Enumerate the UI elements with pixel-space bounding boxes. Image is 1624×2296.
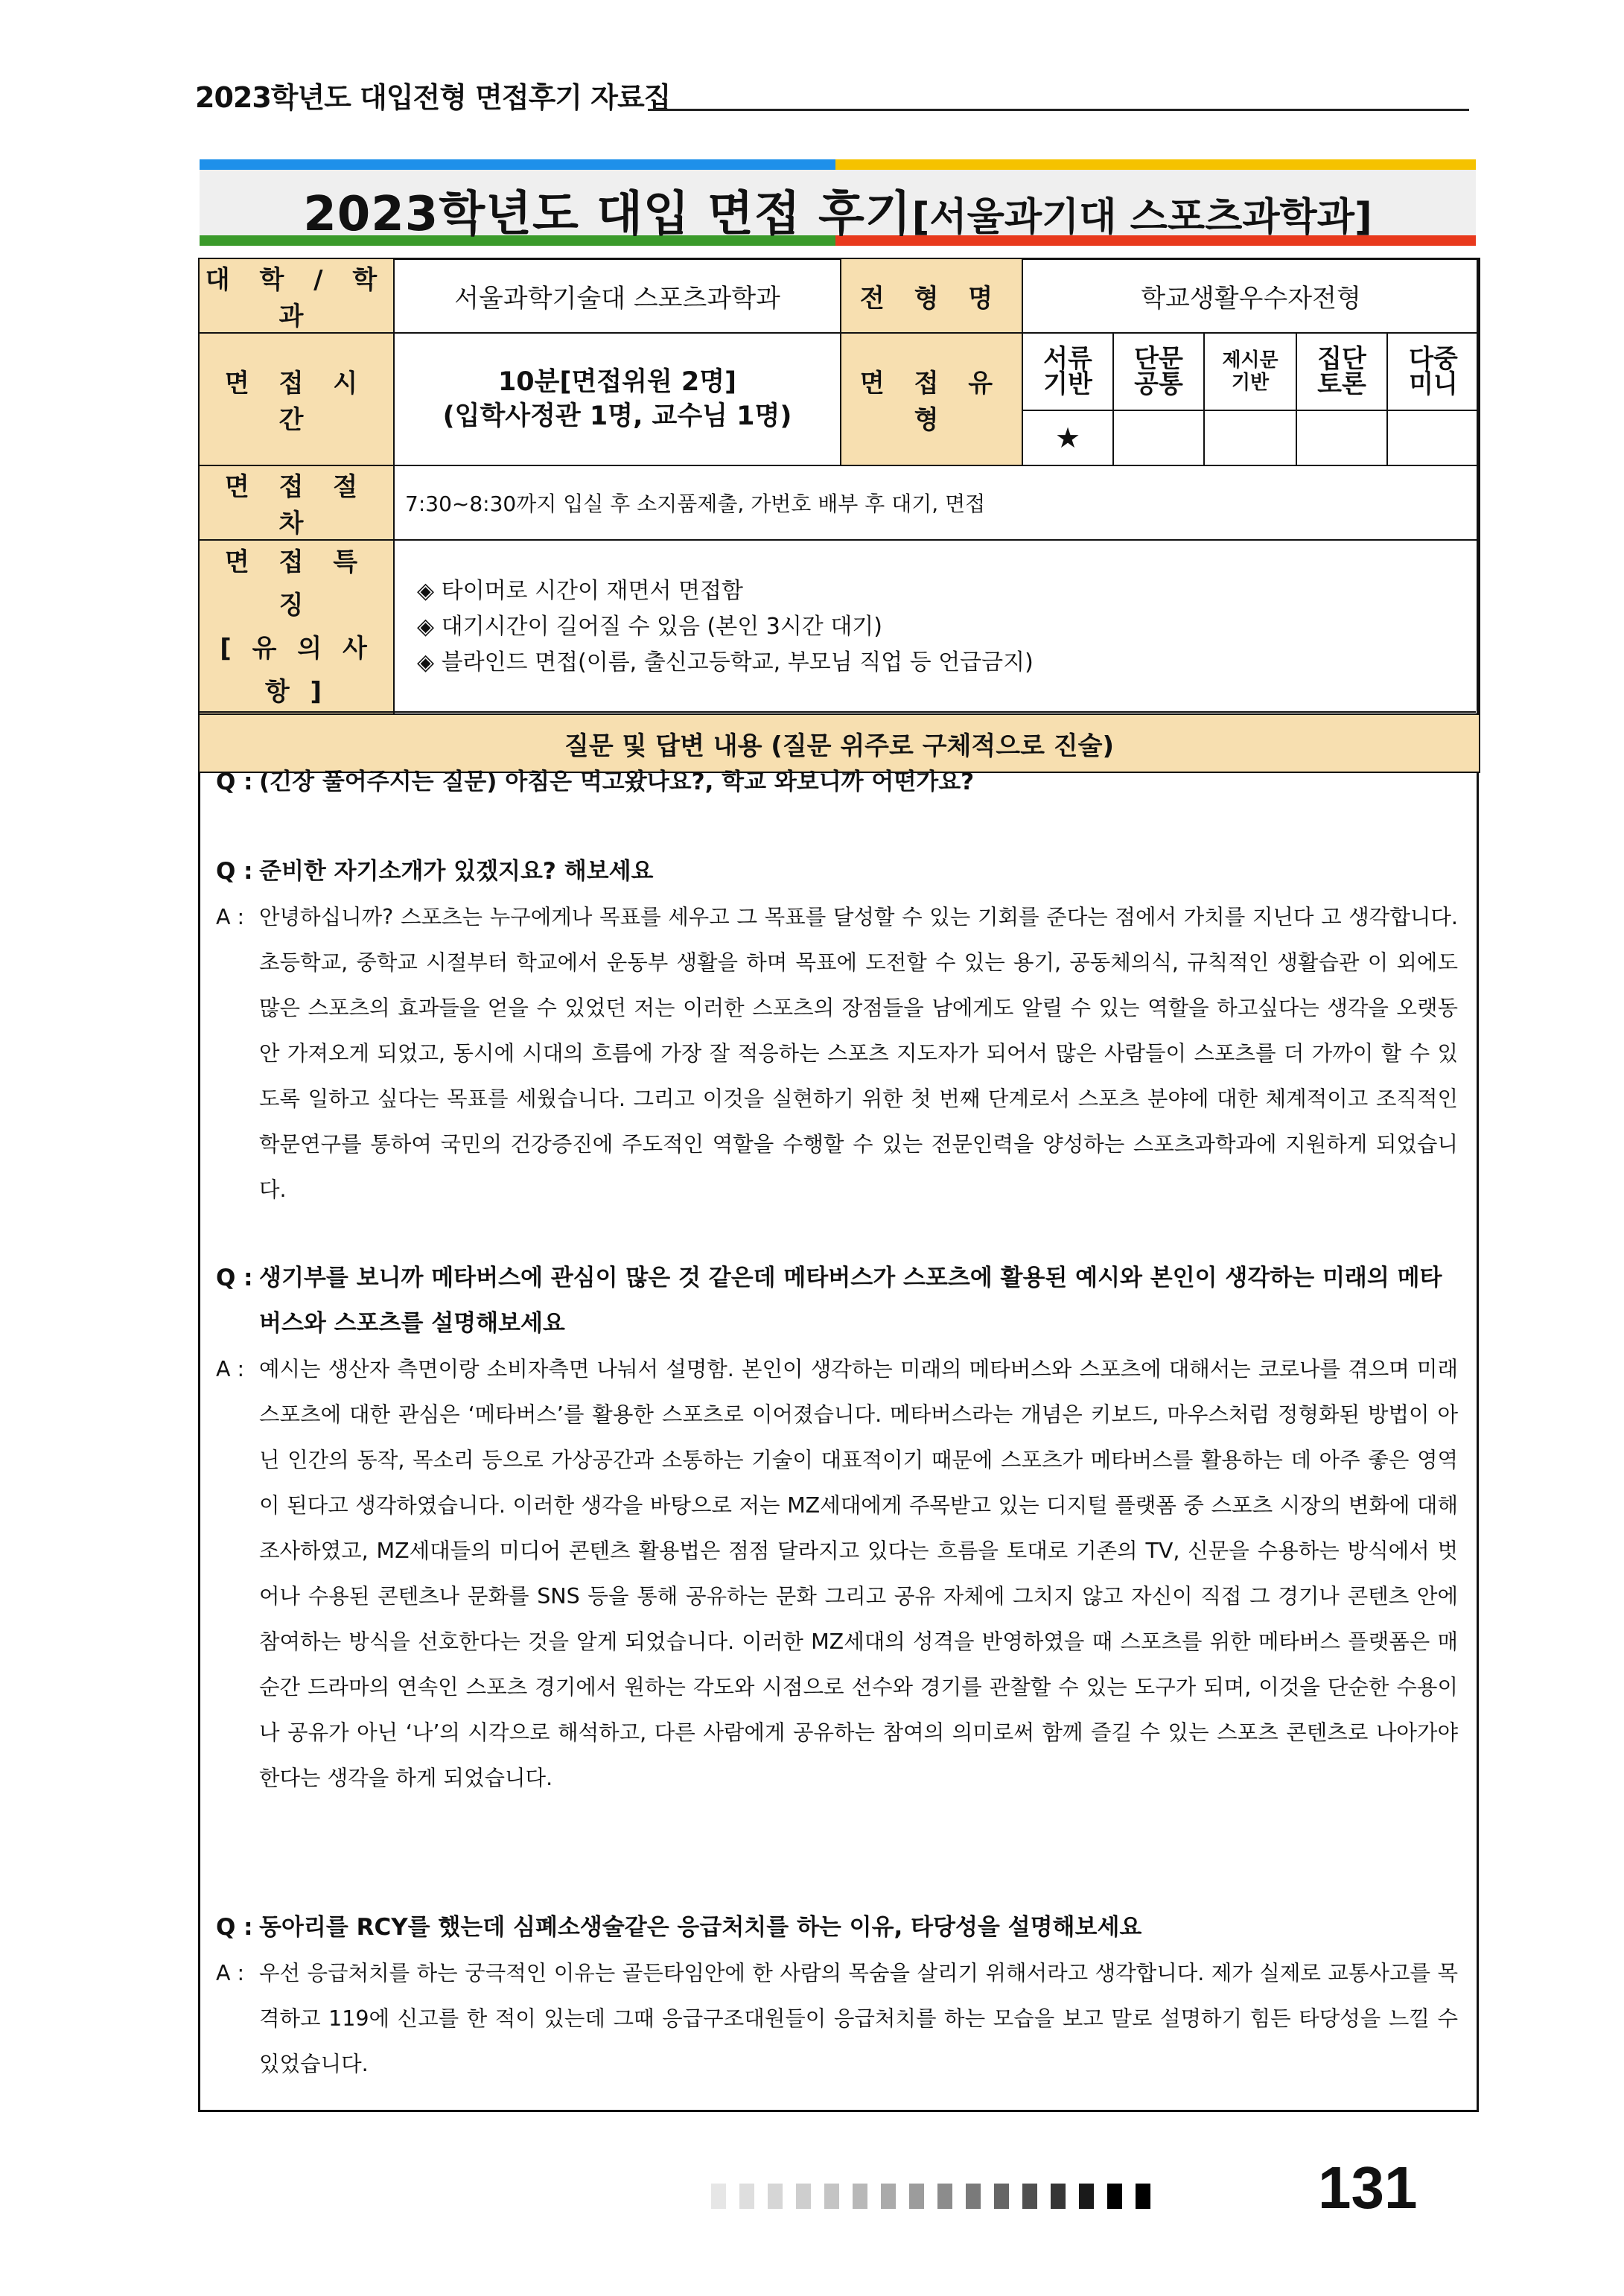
footer-mark: [1079, 2184, 1094, 2209]
q4: 동아리를 RCY를 했는데 심폐소생술같은 응급처치를 하는 이유, 타당성을 설명해보세요: [259, 1914, 1142, 1941]
type-label-3: 집단 토론: [1317, 344, 1366, 399]
a-tag: A :: [216, 1961, 245, 1985]
procedure-label: 면 접 절 차: [199, 465, 394, 540]
title-main: 2023학년도 대입 면접 후기: [303, 187, 912, 242]
q3-text: [216, 1256, 1458, 1346]
type-document: [1022, 333, 1113, 410]
type-label-2: 제시문 기반: [1222, 349, 1278, 394]
title-bar-blue: [200, 159, 835, 170]
procedure-value: 7:30~8:30까지 입실 후 소지품제출, 가번호 배부 후 대기, 면접: [394, 465, 1480, 540]
a-tag: A :: [216, 905, 245, 929]
type-mark-0: ★: [1022, 410, 1113, 465]
q3: 생기부를 보니까 메타버스에 관심이 많은 것 같은데 메타버스가 스포츠에 활용된 예시와 본인이 생각하는 미래의 메타버스와 스포츠를 설명해보세요: [259, 1265, 1442, 1337]
feature-label-2: [ 유 의 사 항 ]: [220, 634, 373, 707]
qa-block-2: [216, 849, 1458, 1212]
footer-mark: [739, 2184, 754, 2209]
title-bar-yellow: [835, 159, 1476, 170]
univ-label: 대 학 / 학 과: [199, 258, 394, 333]
a2-text: [216, 894, 1458, 1212]
q2: 준비한 자기소개가 있겠지요? 해보세요: [259, 858, 654, 885]
footer-gradient-marks: [711, 2176, 1164, 2209]
title-sub: [서울과기대 스포츠과학과]: [911, 195, 1372, 240]
track-label: 전 형 명: [841, 258, 1022, 333]
q-tag: Q :: [216, 1265, 253, 1291]
a4-text: [216, 1950, 1458, 2087]
type-label-1: 단문 공통: [1134, 344, 1183, 399]
time-value-line1: 10분[면접위원 2명]: [497, 367, 737, 397]
type-prompt: [1204, 333, 1296, 410]
type-short: [1113, 333, 1204, 410]
q-tag: Q :: [216, 858, 253, 885]
a3-text: [216, 1346, 1458, 1801]
a-tag: A :: [216, 1357, 245, 1381]
qa-block-3: [216, 1256, 1458, 1801]
type-group: [1296, 333, 1387, 410]
qa-header: 질문 및 답변 내용 (질문 위주로 구체적으로 진술): [199, 714, 1480, 772]
q1-text: [216, 760, 1458, 805]
interview-info-table: [198, 258, 1480, 773]
time-value-line2: (입학사정관 1명, 교수님 1명): [442, 401, 792, 431]
footer-mark: [1051, 2184, 1066, 2209]
footer-mark: [994, 2184, 1009, 2209]
a4: 우선 응급처치를 하는 궁극적인 이유는 골든타임안에 한 사람의 목숨을 살리기 위해서라고 생각합니다. 제가 실제로 교통사고를 목격하고 119에 신고를 한 적이 있는데 그때 응급구조대원들이 응급처치를 하는 모습을 보고 말로 설명하기 힘든 타당성을 느낄 수 있었습니다.: [259, 1961, 1458, 2076]
footer-mark: [824, 2184, 839, 2209]
type-label: 면 접 유 형: [841, 333, 1022, 465]
feature-label: [199, 540, 394, 714]
a3: 예시는 생산자 측면이랑 소비자측면 나눠서 설명함. 본인이 생각하는 미래의 메타버스와 스포츠에 대해서는 코로나를 겪으며 미래 스포츠에 대한 관심은 ‘메타버스’를 활용한 스포츠로 이어졌습니다. 메타버스라는 개념은 키보드, 마우스처럼 정형화된 방법이 아닌 인간의 동작, 목소리 등으로 가상공간과 소통하는 기술이 대표적이기 때문에 스포츠가 메타버스를 활용하는 데 아주 좋은 영역이 된다고 생각하였습니다. 이러한 생각을 바탕으로 저는 MZ세대에게 주목받고 있는 디지털 플랫폼 중 스포츠 시장의 변화에 대해 조사하였고, MZ세대들의 미디어 콘텐츠 활용법은 점점 달라지고 있다는 흐름을 토대로 기존의 TV, 신문을 수용하는 방식에서 벗어나 수용된 콘텐츠나 문화를 SNS 등을 통해 공유하는 문화 그리고 공유 자체에 그치지 않고 자신이 직접 그 경기나 콘텐츠 안에 참여하는 방식을 선호한다는 것을 알게 되었습니다. 이러한 MZ세대의 성격을 반영하였을 때 스포츠를 위한 메타버스 플랫폼은 매 순간 드라마의 연속인 스포츠 경기에서 원하는 각도와 시점으로 선수와 경기를 관찰할 수 있는 도구가 되며, 이것을 단순한 수용이나 공유가 아닌 ‘나’의 시각으로 해석하고, 다른 사람에게 공유하는 참여의 의미로써 함께 즐길 수 있는 스포츠 콘텐츠로 나아가야 한다는 생각을 하게 되었습니다.: [259, 1357, 1458, 1790]
type-mark-4: [1387, 410, 1480, 465]
footer-mark: [796, 2184, 811, 2209]
q-tag: Q :: [216, 1914, 253, 1941]
footer-mark: [909, 2184, 924, 2209]
type-label-0: 서류 기반: [1043, 344, 1092, 399]
track-value: 학교생활우수자전형: [1022, 258, 1480, 333]
type-mark-1: [1113, 410, 1204, 465]
univ-value: 서울과학기술대 스포츠과학과: [394, 258, 841, 333]
a2: 안녕하십니까? 스포츠는 누구에게나 목표를 세우고 그 목표를 달성할 수 있는 기회를 준다는 점에서 가치를 지닌다 고 생각합니다. 초등학교, 중학교 시절부터 학교에서 운동부 생활을 하며 목표에 도전할 수 있는 용기, 공동체의식, 규칙적인 생활습관 이 외에도 많은 스포츠의 효과들을 얻을 수 있었던 저는 이러한 스포츠의 장점들을 남에게도 알릴 수 있는 역할을 하고싶다는 생각을 오랫동안 가져오게 되었고, 동시에 시대의 흐름에 가장 잘 적응하는 스포츠 지도자가 되어서 많은 사람들이 스포츠를 더 가까이 할 수 있도록 일하고 싶다는 목표를 세웠습니다. 그리고 이것을 실현하기 위한 첫 번째 단계로서 스포츠 분야에 대한 체계적이고 조직적인 학문연구를 통하여 국민의 건강증진에 주도적인 역할을 수행할 수 있는 전문인력을 양성하는 스포츠과학과에 지원하게 되었습니다.: [259, 905, 1459, 1202]
q-tag: Q :: [216, 769, 253, 795]
q1: (긴장 풀어주시는 질문) 아침은 먹고왔나요?, 학교 와보니까 어떤가요?: [259, 769, 975, 795]
footer-mark: [1136, 2184, 1150, 2209]
feature-list: [394, 540, 1480, 714]
page-title: [200, 176, 1476, 244]
type-label-4: 다중 미니: [1409, 344, 1458, 399]
footer-mark: [966, 2184, 981, 2209]
footer-mark: [937, 2184, 952, 2209]
footer-mark: [711, 2184, 726, 2209]
qa-header-double-rule: [200, 711, 1476, 713]
type-mmi: [1387, 333, 1480, 410]
footer-mark: [881, 2184, 896, 2209]
running-title: 2023학년도 대입전형 면접후기 자료집: [195, 81, 671, 114]
type-mark-3: [1296, 410, 1387, 465]
q4-text: [216, 1905, 1458, 1950]
footer-mark: [768, 2184, 783, 2209]
footer-mark: [1022, 2184, 1037, 2209]
header-rule: [648, 109, 1469, 111]
feature-item: ◈ 타이머로 시간이 재면서 면접함: [417, 578, 743, 604]
page-number: 131: [1318, 2155, 1418, 2221]
time-value: [394, 333, 841, 465]
feature-label-1: 면 접 특 징: [224, 547, 369, 620]
type-mark-2: [1204, 410, 1296, 465]
feature-item: ◈ 블라인드 면접(이름, 출신고등학교, 부모님 직업 등 언급금지): [417, 649, 1034, 675]
question-1: [216, 760, 1458, 805]
qa-block-4: [216, 1905, 1458, 2087]
q2-text: [216, 849, 1458, 894]
time-label: 면 접 시 간: [199, 333, 394, 465]
footer-mark: [1107, 2184, 1122, 2209]
footer-mark: [853, 2184, 867, 2209]
feature-item: ◈ 대기시간이 길어질 수 있음 (본인 3시간 대기): [417, 614, 882, 640]
